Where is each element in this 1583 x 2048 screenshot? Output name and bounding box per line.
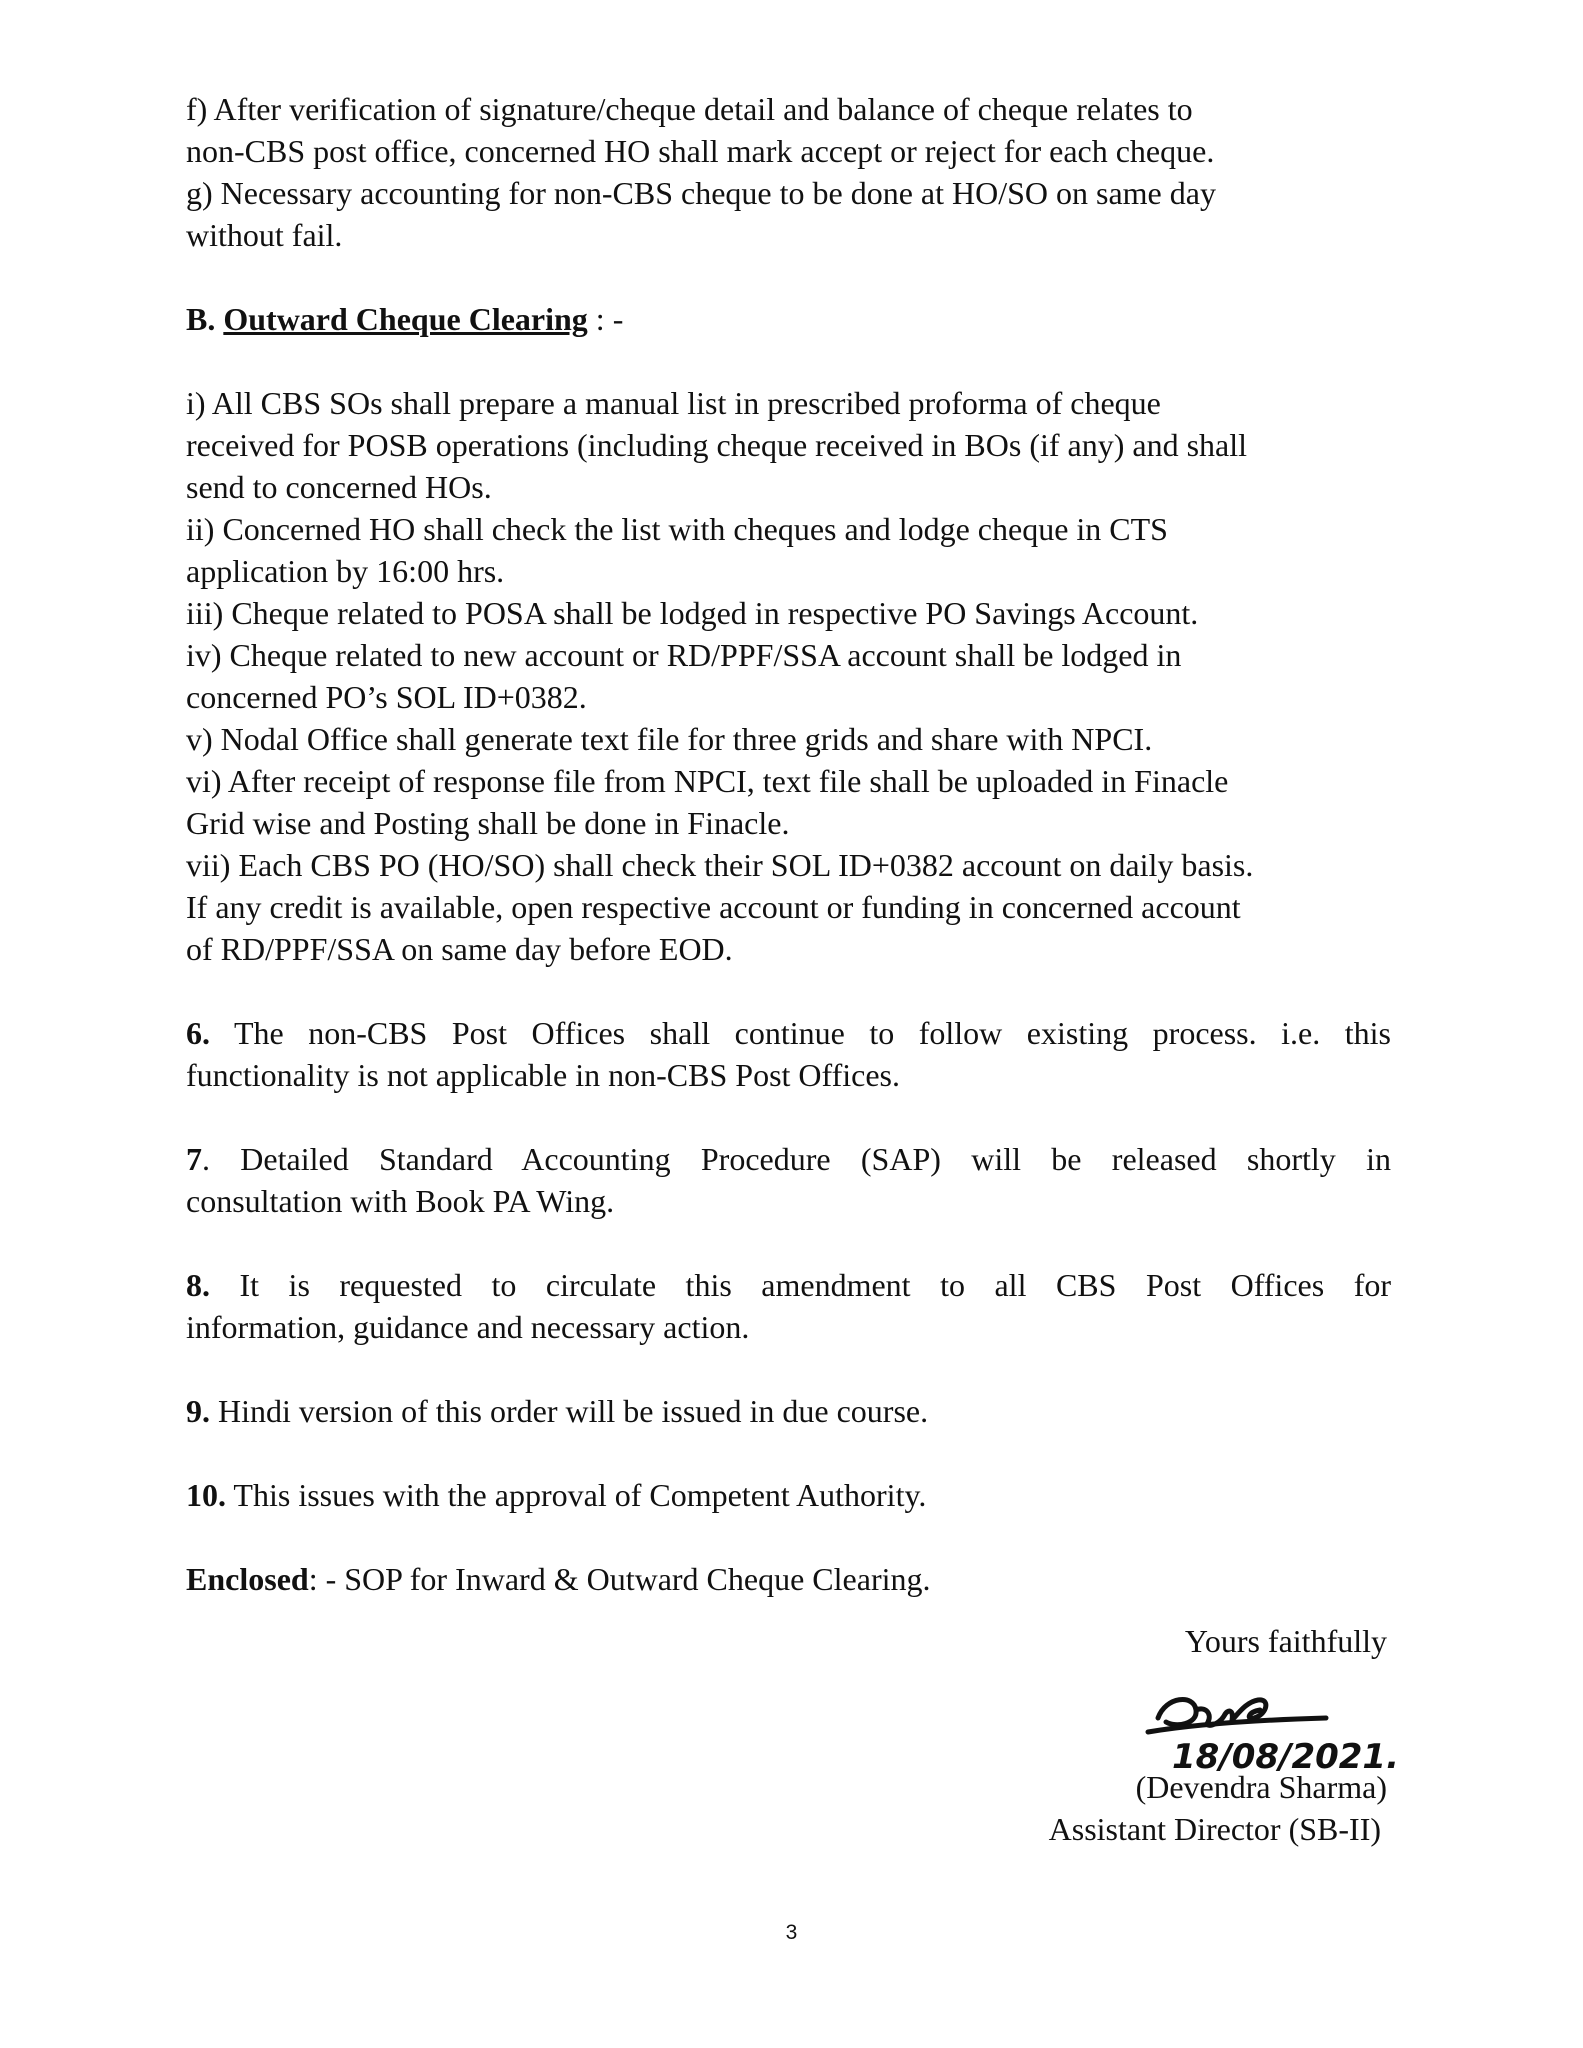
heading-prefix: B. xyxy=(186,301,224,337)
paragraph-6 xyxy=(186,1012,1391,1096)
heading-title: Outward Cheque Clearing xyxy=(223,301,588,337)
outward-items-list xyxy=(186,382,1391,970)
signatory-name: (Devendra Sharma) xyxy=(1135,1769,1387,1805)
outward-item-line: v) Nodal Office shall generate text file for three grids and share with NPCI. xyxy=(186,721,1153,757)
paragraph-7 xyxy=(186,1138,1391,1222)
enclosure-note xyxy=(186,1558,1391,1600)
paragraph-8 xyxy=(186,1264,1391,1348)
outward-item-line: Grid wise and Posting shall be done in Finacle. xyxy=(186,805,790,841)
paragraph-6-line-1: The non-CBS Post Offices shall continue to follow existing process. i.e. this xyxy=(210,1015,1391,1051)
outward-item-line: iii) Cheque related to POSA shall be lodged in respective PO Savings Account. xyxy=(186,595,1199,631)
closing-salutation: Yours faithfully xyxy=(1184,1623,1387,1659)
section-g-line-1: g) Necessary accounting for non-CBS cheque to be done at HO/SO on same day xyxy=(186,175,1216,211)
paragraph-7-line-1: . Detailed Standard Accounting Procedure (SAP) will be released shortly in xyxy=(202,1141,1391,1177)
paragraph-8-line-1: It is requested to circulate this amendment to all CBS Post Offices for xyxy=(210,1267,1391,1303)
section-f xyxy=(186,88,1391,172)
enclosure-label: Enclosed xyxy=(186,1561,309,1597)
signatory-designation: Assistant Director (SB-II) xyxy=(1048,1811,1381,1847)
paragraph-10-number: 10. xyxy=(186,1477,226,1513)
paragraph-9-text: Hindi version of this order will be issued in due course. xyxy=(210,1393,929,1429)
section-g xyxy=(186,172,1391,256)
paragraph-6-line-2: functionality is not applicable in non-CBS Post Offices. xyxy=(186,1057,900,1093)
outward-item-2 xyxy=(186,508,1391,592)
paragraph-10-text: This issues with the approval of Competent Authority. xyxy=(226,1477,927,1513)
outward-item-line: vi) After receipt of response file from NPCI, text file shall be uploaded in Finacle xyxy=(186,763,1229,799)
outward-item-line: send to concerned HOs. xyxy=(186,469,492,505)
signature-date: 18/08/2021. xyxy=(1172,1737,1396,1777)
paragraph-8-number: 8. xyxy=(186,1267,210,1303)
outward-item-line: ii) Concerned HO shall check the list with cheques and lodge cheque in CTS xyxy=(186,511,1168,547)
enclosure-text: : - SOP for Inward & Outward Cheque Clearing. xyxy=(308,1561,931,1597)
paragraph-6-number: 6. xyxy=(186,1015,210,1051)
paragraph-9 xyxy=(186,1390,1391,1432)
outward-item-line: application by 16:00 hrs. xyxy=(186,553,505,589)
outward-item-5 xyxy=(186,718,1391,760)
outward-item-3 xyxy=(186,592,1391,634)
paragraph-10 xyxy=(186,1474,1391,1516)
signature-scribble xyxy=(1136,1688,1396,1778)
outward-item-7 xyxy=(186,844,1391,970)
handwritten-signature xyxy=(1136,1688,1396,1778)
outward-item-line: iv) Cheque related to new account or RD/PPF/SSA account shall be lodged in xyxy=(186,637,1182,673)
outward-item-line: received for POSB operations (including cheque received in BOs (if any) and shall xyxy=(186,427,1248,463)
section-g-line-2: without fail. xyxy=(186,217,343,253)
heading-outward-cheque-clearing xyxy=(186,298,1391,340)
paragraph-7-number: 7 xyxy=(186,1141,202,1177)
outward-item-line: vii) Each CBS PO (HO/SO) shall check their SOL ID+0382 account on daily basis. xyxy=(186,847,1254,883)
section-f-line-2: non-CBS post office, concerned HO shall mark accept or reject for each cheque. xyxy=(186,133,1215,169)
outward-item-6 xyxy=(186,760,1391,844)
page-number: 3 xyxy=(785,1921,798,1944)
outward-item-1 xyxy=(186,382,1391,508)
paragraph-7-line-2: consultation with Book PA Wing. xyxy=(186,1183,615,1219)
outward-item-4 xyxy=(186,634,1391,718)
heading-suffix: : - xyxy=(587,301,624,337)
outward-item-line: i) All CBS SOs shall prepare a manual list in prescribed proforma of cheque xyxy=(186,385,1161,421)
document-body xyxy=(186,88,1391,1600)
outward-item-line: of RD/PPF/SSA on same day before EOD. xyxy=(186,931,733,967)
section-f-line-1: f) After verification of signature/cheque detail and balance of cheque relates to xyxy=(186,91,1193,127)
outward-item-line: concerned PO’s SOL ID+0382. xyxy=(186,679,587,715)
paragraph-9-number: 9. xyxy=(186,1393,210,1429)
outward-item-line: If any credit is available, open respective account or funding in concerned account xyxy=(186,889,1241,925)
paragraph-8-line-2: information, guidance and necessary action. xyxy=(186,1309,750,1345)
